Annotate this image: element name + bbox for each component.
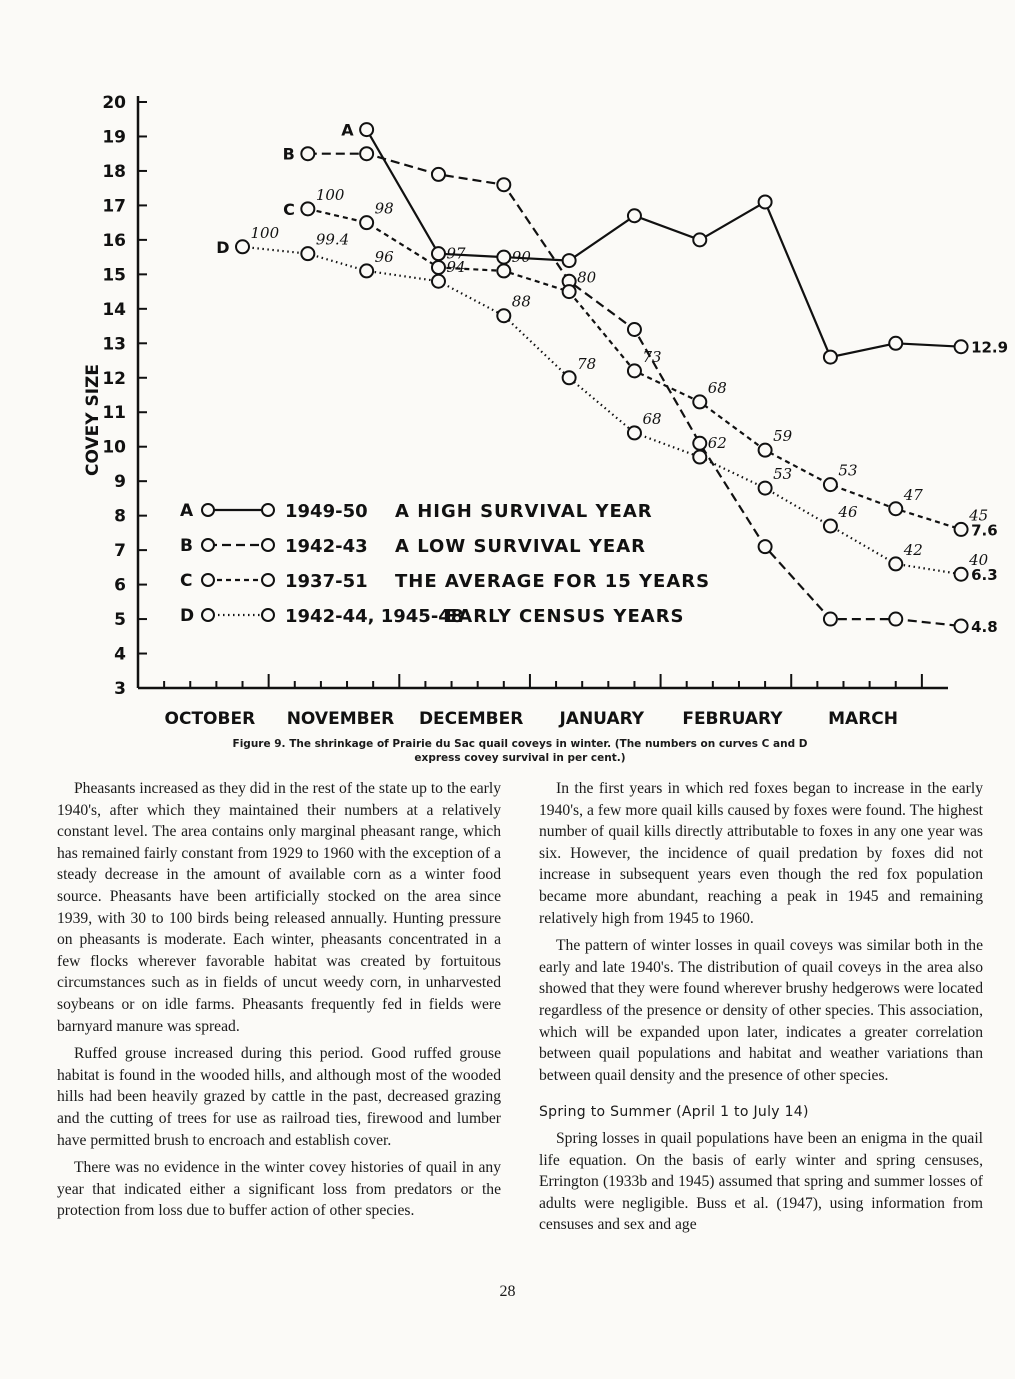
- y-tick-label: 7: [114, 541, 126, 562]
- data-point-B: [360, 147, 373, 160]
- paragraph: Pheasants increased as they did in the rest of the state up to the early 1940's, after which they maintained their numbers at a relatively constant level. The area contains only marginal pheasant range, which has remained fairly constant from 1929 to 1960 with the exception of a steady decrease in the amount of available corn as a winter food source. Pheasants have been artificially stocked on the area since 1939, with 30 to 100 birds being released annually. Hunting pressure on pheasants is moderate. Each winter, pheasants concentrated in a few flocks wherever favorable habitat was created by fortuitous circumstances such as in fields of uncut weedy corn, in unharvested soybeans or on idle farms. Pheasants frequently fed in fields were barnyard manure was spread.: [57, 780, 501, 1035]
- y-tick-label: 9: [114, 472, 126, 493]
- data-point-D: [889, 557, 902, 570]
- legend-description: THE AVERAGE FOR 15 YEARS: [395, 571, 711, 592]
- caption-line-1: Figure 9. The shrinkage of Prairie du Sac quail coveys in winter. (The numbers on curves C and D: [232, 738, 808, 750]
- data-point-B: [955, 619, 968, 632]
- y-tick-label: 6: [114, 575, 126, 596]
- legend-key: B: [180, 536, 193, 556]
- data-point-D: [955, 568, 968, 581]
- data-point-B: [693, 437, 706, 450]
- data-point-C: [889, 502, 902, 515]
- data-point-A: [889, 337, 902, 350]
- chart-axes: [83, 93, 948, 729]
- data-point-A: [628, 209, 641, 222]
- data-point-D: [301, 247, 314, 260]
- data-point-C: [301, 202, 314, 215]
- data-point-D: [563, 371, 576, 384]
- paragraph: The pattern of winter losses in quail coveys was similar both in the early and late 1940's. The distribution of quail coveys in the area also showed that they were found wherever brushy hedgerows were located regardless of the presence or density of other species. This association, which will be expanded upon later, indicates a greater correlation between quail populations and habitat and weather variations than between quail density and the presence of other species.: [539, 937, 983, 1084]
- data-point-A: [824, 351, 837, 364]
- data-point-C: [955, 523, 968, 536]
- data-point-D: [236, 240, 249, 253]
- legend-description: A HIGH SURVIVAL YEAR: [395, 501, 653, 522]
- x-month-label: OCTOBER: [164, 709, 256, 729]
- body-column-right: [539, 778, 983, 1242]
- y-tick-label: 20: [102, 93, 126, 113]
- y-tick-label: 13: [102, 334, 126, 355]
- point-label-D: 78: [577, 354, 597, 373]
- legend-years: 1937-51: [285, 571, 368, 592]
- point-label-C: 59: [773, 427, 793, 446]
- data-point-B: [889, 613, 902, 626]
- data-point-B: [824, 613, 837, 626]
- point-label-D: 42: [903, 540, 923, 559]
- point-label-D: 96: [374, 247, 394, 266]
- legend-description: A LOW SURVIVAL YEAR: [395, 536, 647, 557]
- legend-key: C: [180, 571, 193, 591]
- series-end-label-A: 12.9: [971, 338, 1009, 357]
- legend-swatch-point: [202, 504, 214, 516]
- x-month-label: FEBRUARY: [682, 709, 783, 729]
- paragraph: Ruffed grouse increased during this period. Good ruffed grouse habitat is found in the wooded hills, and although most of the wooded hills had been heavily grazed by cattle in the past, decreased grazing and the cutting of trees for use as railroad ties, firewood and lumber have permitted brush to encroach and establish cover.: [57, 1045, 501, 1149]
- data-point-A: [955, 340, 968, 353]
- data-point-B: [759, 540, 772, 553]
- point-label-D: 53: [773, 465, 793, 484]
- data-point-B: [497, 178, 510, 191]
- data-point-D: [693, 451, 706, 464]
- point-label-D: 94: [446, 258, 466, 277]
- point-label-D: 99.4: [315, 230, 350, 249]
- legend-key: D: [180, 606, 195, 626]
- y-tick-label: 3: [114, 679, 126, 699]
- y-tick-label: 18: [102, 161, 126, 182]
- chart-legend: [180, 501, 710, 627]
- legend-years: 1942-43: [285, 536, 368, 557]
- data-point-D: [360, 264, 373, 277]
- legend-swatch-point: [262, 609, 274, 621]
- y-axis-label: COVEY SIZE: [83, 364, 103, 476]
- data-point-C: [824, 478, 837, 491]
- point-label-C: 90: [511, 247, 531, 266]
- y-tick-label: 12: [102, 368, 126, 389]
- series-start-label-C: C: [283, 199, 295, 219]
- y-tick-label: 11: [102, 403, 126, 424]
- legend-swatch-point: [202, 609, 214, 621]
- data-point-D: [824, 519, 837, 532]
- y-tick-label: 15: [102, 265, 126, 286]
- series-line-D: [243, 247, 962, 574]
- x-month-label: NOVEMBER: [286, 709, 395, 729]
- legend-swatch-point: [262, 539, 274, 551]
- paragraph: There was no evidence in the winter covey histories of quail in any year that indicated either a significant loss from predators or the protection from loss due to buffer action of other species.: [57, 1159, 501, 1220]
- legend-swatch-point: [262, 574, 274, 586]
- data-point-D: [432, 275, 445, 288]
- series-start-label-B: B: [282, 144, 295, 164]
- point-label-C: 97: [446, 244, 466, 263]
- data-point-A: [432, 247, 445, 260]
- point-label-C: 68: [707, 378, 727, 397]
- point-label-C: 100: [315, 185, 345, 204]
- page-number: 28: [499, 1283, 516, 1300]
- section-heading: Spring to Summer (April 1 to July 14): [539, 1104, 809, 1121]
- point-label-C: 80: [577, 268, 597, 287]
- y-tick-label: 4: [114, 644, 126, 665]
- series-start-label-D: D: [216, 237, 230, 257]
- data-point-B: [628, 323, 641, 336]
- point-label-D: 100: [250, 223, 280, 242]
- paragraph: In the first years in which red foxes began to increase in the early 1940's, a few more quail kills caused by foxes were found. The highest number of quail kills directly attributable to foxes in any one year was six. However, the incidence of quail predation by foxes did not increase in subsequent years even though the red fox population became more abundant, reaching a peak in 1945 and remaining relatively high from 1945 to 1960.: [539, 780, 983, 927]
- caption-line-2: express covey survival in per cent.): [414, 752, 626, 764]
- x-month-label: MARCH: [828, 709, 899, 729]
- y-tick-label: 5: [114, 610, 126, 631]
- series-end-label-B: 4.8: [971, 617, 998, 636]
- data-point-B: [301, 147, 314, 160]
- point-label-C: 45: [969, 506, 989, 525]
- chart-points: [216, 121, 1008, 636]
- data-point-C: [563, 285, 576, 298]
- series-end-label-C: 7.6: [971, 521, 998, 540]
- y-tick-label: 8: [114, 506, 126, 527]
- data-point-C: [497, 264, 510, 277]
- y-tick-label: 19: [102, 127, 126, 148]
- point-label-C: 47: [903, 485, 923, 504]
- data-point-D: [628, 426, 641, 439]
- legend-years: 1949-50: [285, 501, 368, 522]
- point-label-D: 68: [642, 409, 662, 428]
- data-point-C: [628, 364, 641, 377]
- legend-years: 1942-44, 1945-48: [285, 606, 464, 627]
- series-start-label-A: A: [341, 120, 354, 140]
- series-end-label-D: 6.3: [971, 566, 998, 585]
- data-point-B: [432, 168, 445, 181]
- legend-swatch-point: [262, 504, 274, 516]
- x-month-label: JANUARY: [559, 709, 645, 729]
- data-point-C: [693, 395, 706, 408]
- legend-key: A: [180, 501, 194, 521]
- series-line-A: [367, 130, 962, 358]
- legend-swatch-point: [202, 539, 214, 551]
- paragraph: Spring losses in quail populations have been an enigma in the quail life equation. On the basis of early winter and spring censuses, Errington (1933b and 1945) assumed that spring and summer losses of adults were negligible. Buss et al. (1947), using information from censuses and sex and age: [539, 1129, 983, 1234]
- y-tick-label: 16: [102, 230, 126, 251]
- point-label-C: 73: [642, 347, 662, 366]
- y-tick-label: 14: [102, 299, 126, 320]
- x-month-label: DECEMBER: [418, 709, 524, 729]
- point-label-C: 98: [374, 199, 394, 218]
- point-label-C: 53: [838, 461, 858, 480]
- data-point-D: [497, 309, 510, 322]
- data-point-A: [759, 195, 772, 208]
- point-label-D: 46: [838, 502, 858, 521]
- legend-swatch-point: [202, 574, 214, 586]
- data-point-A: [497, 251, 510, 264]
- data-point-C: [360, 216, 373, 229]
- data-point-A: [360, 123, 373, 136]
- figure-caption: [150, 737, 890, 765]
- point-label-D: 62: [707, 434, 727, 453]
- data-point-C: [759, 444, 772, 457]
- point-label-D: 40: [969, 551, 989, 570]
- y-tick-label: 17: [102, 196, 126, 217]
- data-point-C: [432, 261, 445, 274]
- y-tick-label: 10: [102, 437, 126, 458]
- data-point-A: [563, 254, 576, 267]
- data-point-A: [693, 233, 706, 246]
- legend-description: EARLY CENSUS YEARS: [445, 606, 685, 627]
- data-point-D: [759, 482, 772, 495]
- point-label-D: 88: [511, 292, 531, 311]
- body-column-left: [57, 778, 501, 1228]
